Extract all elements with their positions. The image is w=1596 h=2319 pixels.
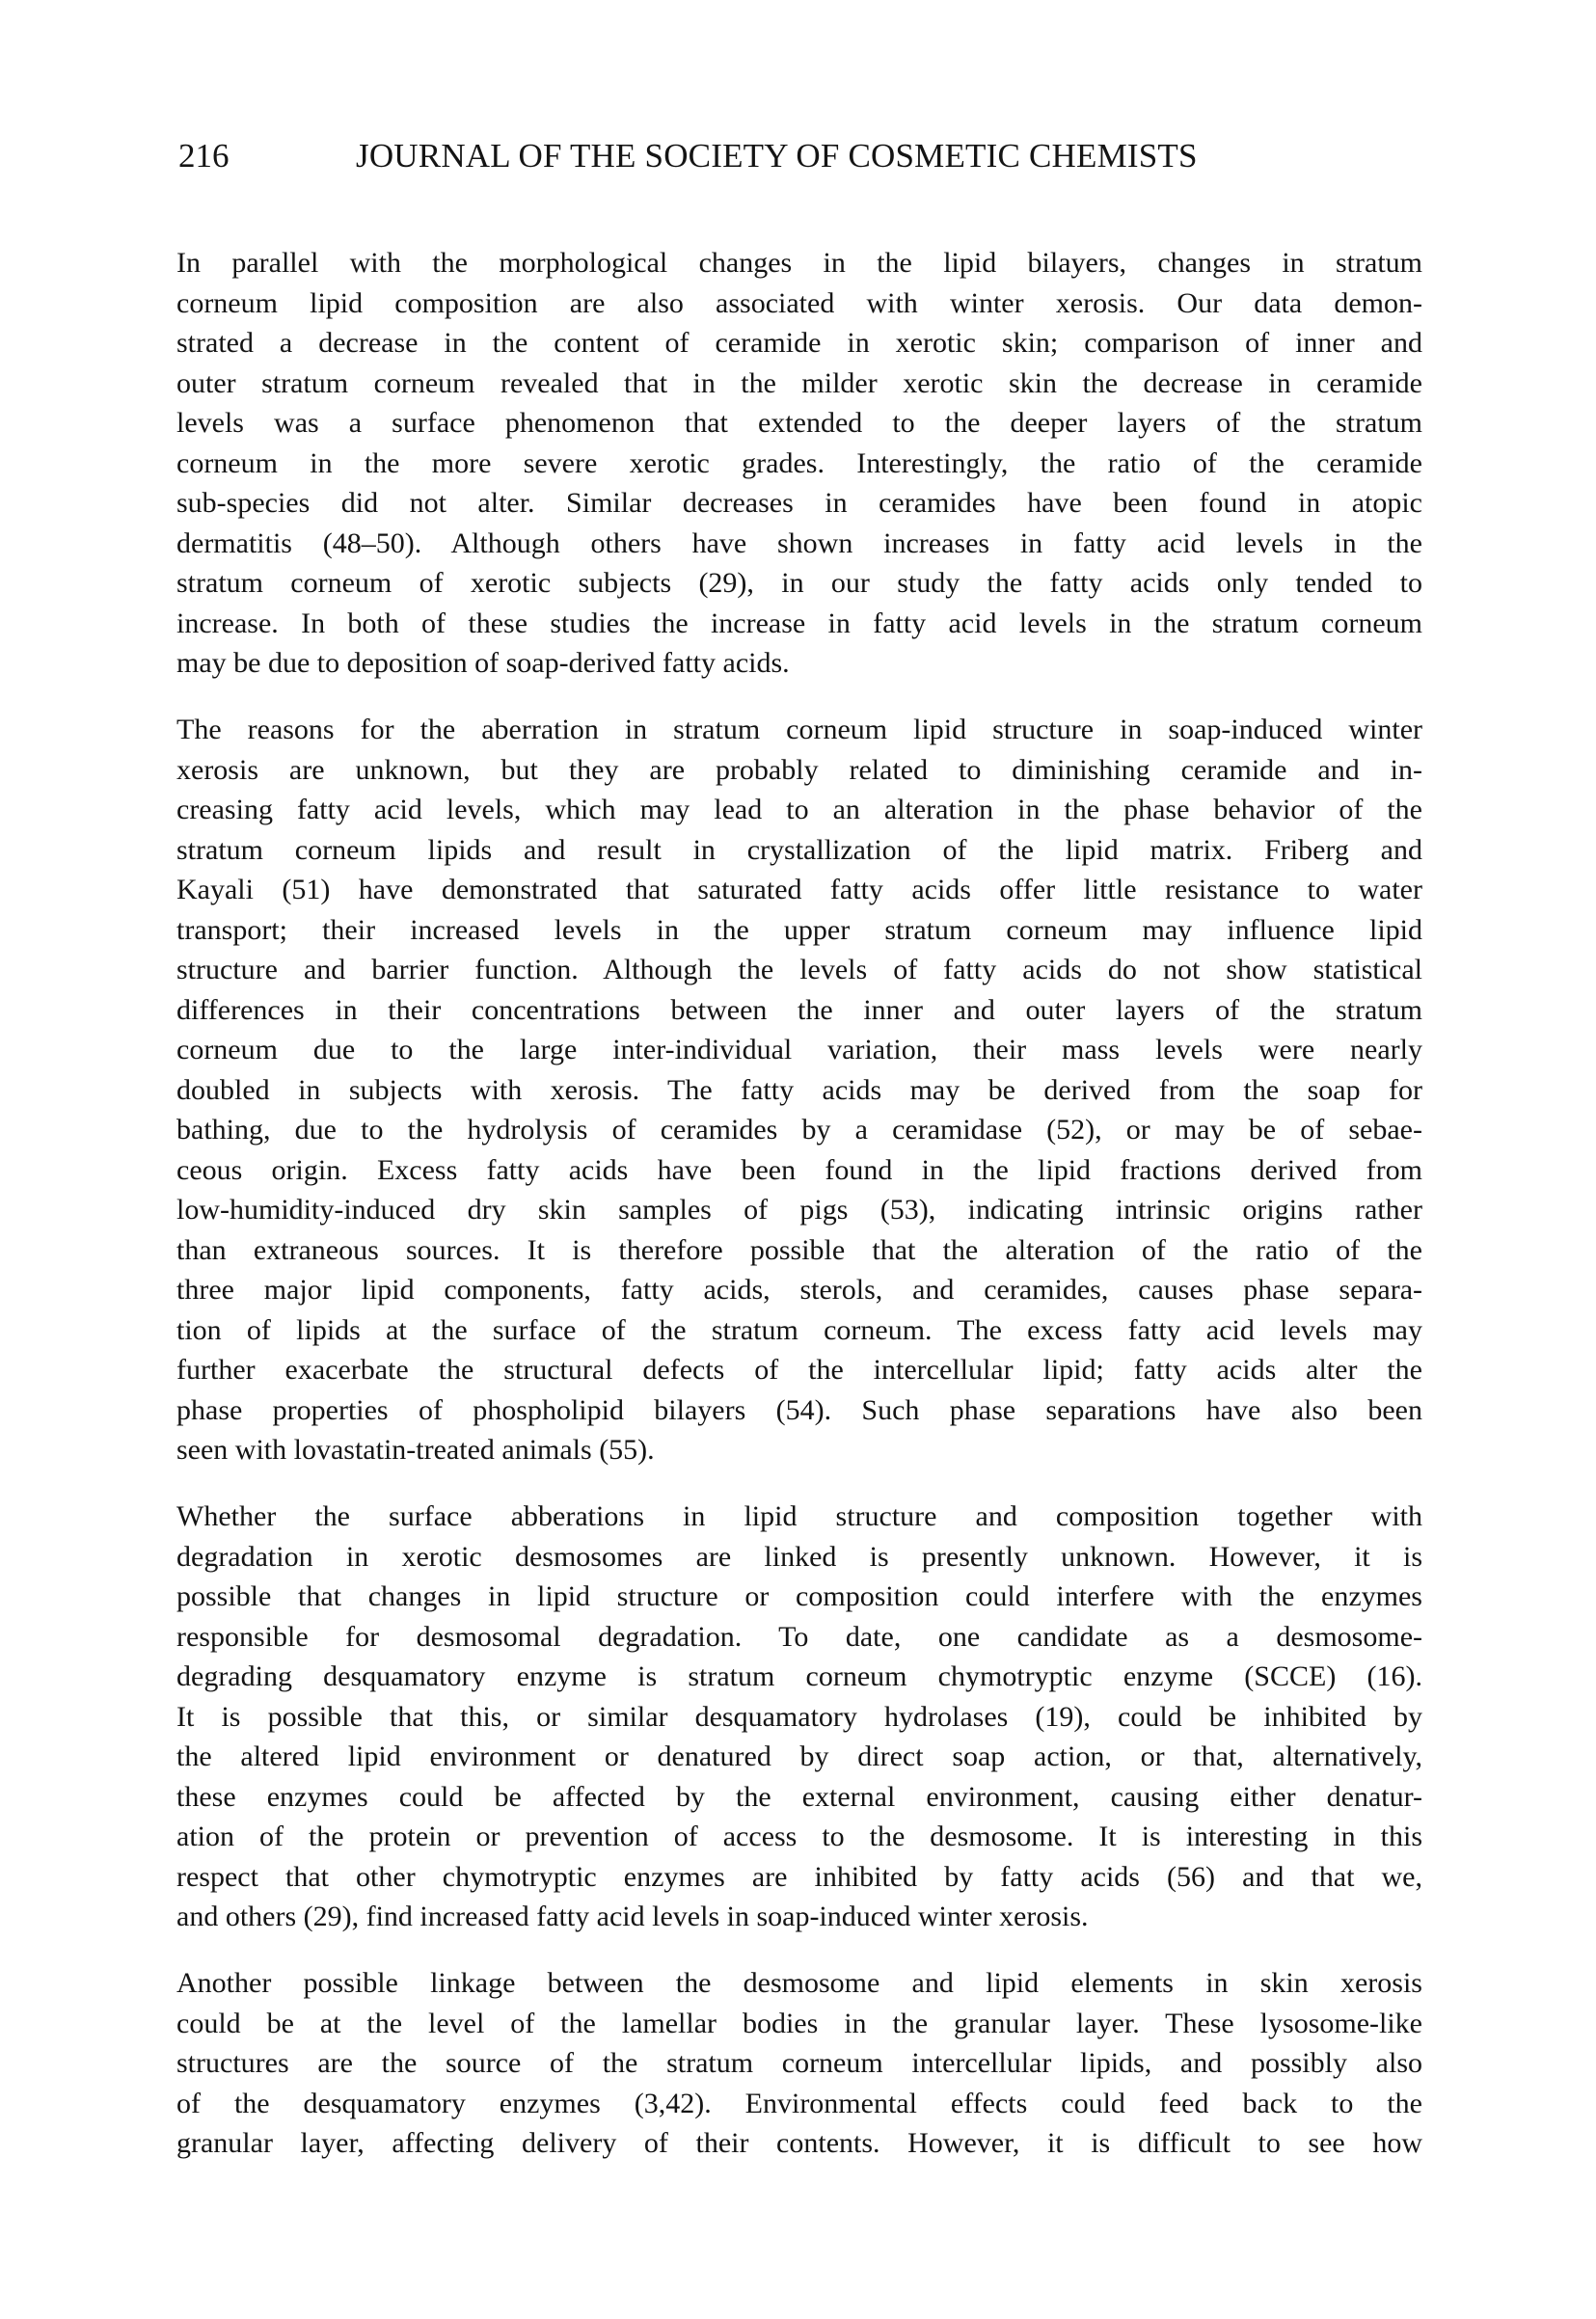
text-line: Kayali (51) have demonstrated that saturated fatty acids offer little resistance to water bbox=[176, 874, 1422, 905]
paragraph-lipid-composition bbox=[176, 243, 1422, 684]
text-line: Another possible linkage between the desmosome and lipid elements in skin xerosis bbox=[176, 1967, 1422, 1999]
paragraph-aberration-reasons bbox=[176, 710, 1422, 1470]
text-line: responsible for desmosomal degradation. To date, one candidate as a desmosome- bbox=[176, 1620, 1422, 1653]
paragraph-lamellar-bodies bbox=[176, 1963, 1422, 2164]
text-line: and others (29), find increased fatty acid levels in soap-induced winter xerosis. bbox=[176, 1901, 1089, 1932]
text-line: creasing fatty acid levels, which may lead to an alteration in the phase behavior of the bbox=[176, 794, 1422, 825]
text-line: corneum in the more severe xerotic grades. Interestingly, the ratio of the ceramide bbox=[176, 446, 1422, 479]
text-line: structures are the source of the stratum corneum intercellular lipids, and possibly also bbox=[176, 2047, 1422, 2079]
text-line: respect that other chymotryptic enzymes are inhibited by fatty acids (56) and that we, bbox=[176, 1860, 1422, 1893]
text-line: xerosis are unknown, but they are probably related to diminishing ceramide and in- bbox=[176, 753, 1422, 786]
text-line: degrading desquamatory enzyme is stratum corneum chymotryptic enzyme (SCCE) (16). bbox=[176, 1660, 1422, 1692]
text-line: could be at the level of the lamellar bodies in the granular layer. These lysosome-like bbox=[176, 2007, 1422, 2039]
text-line: phase properties of phospholipid bilayers (54). Such phase separations have also been bbox=[176, 1393, 1422, 1426]
text-line: further exacerbate the structural defects of the intercellular lipid; fatty acids alter the bbox=[176, 1354, 1422, 1386]
journal-title: JOURNAL OF THE SOCIETY OF COSMETIC CHEMISTS bbox=[356, 137, 1198, 175]
text-line: may be due to deposition of soap-derived fatty acids. bbox=[176, 647, 790, 679]
text-line: degradation in xerotic desmosomes are linked is presently unknown. However, it is bbox=[176, 1540, 1422, 1573]
text-line: possible that changes in lipid structure or composition could interfere with the enzymes bbox=[176, 1580, 1422, 1612]
paragraph-desmosome-linkage bbox=[176, 1497, 1422, 1937]
text-line: three major lipid components, fatty acids, sterols, and ceramides, causes phase separa- bbox=[176, 1274, 1422, 1306]
text-line: Whether the surface abberations in lipid structure and composition together with bbox=[176, 1500, 1422, 1532]
text-line: It is possible that this, or similar desquamatory hydrolases (19), could be inhibited by bbox=[176, 1700, 1422, 1733]
text-line: The reasons for the aberration in stratum corneum lipid structure in soap-induced winter bbox=[176, 714, 1422, 745]
text-line: sub-species did not alter. Similar decreases in ceramides have been found in atopic bbox=[176, 487, 1422, 519]
text-line: outer stratum corneum revealed that in the milder xerotic skin the decrease in ceramide bbox=[176, 366, 1422, 399]
text-line: dermatitis (48–50). Although others have shown increases in fatty acid levels in the bbox=[176, 526, 1422, 559]
text-line: bathing, due to the hydrolysis of ceramides by a ceramidase (52), or may be of sebae- bbox=[176, 1114, 1422, 1146]
text-line: differences in their concentrations between the inner and outer layers of the stratum bbox=[176, 993, 1422, 1026]
text-line: than extraneous sources. It is therefore possible that the alteration of the ratio of the bbox=[176, 1233, 1422, 1266]
text-line: corneum due to the large inter-individual variation, their mass levels were nearly bbox=[176, 1034, 1422, 1065]
text-line: seen with lovastatin-treated animals (55). bbox=[176, 1434, 655, 1466]
text-line: In parallel with the morphological changes in the lipid bilayers, changes in stratum bbox=[176, 247, 1422, 279]
text-line: stratum corneum of xerotic subjects (29), in our study the fatty acids only tended to bbox=[176, 567, 1422, 599]
text-line: ation of the protein or prevention of access to the desmosome. It is interesting in this bbox=[176, 1820, 1422, 1852]
text-line: of the desquamatory enzymes (3,42). Environmental effects could feed back to the bbox=[176, 2087, 1422, 2119]
text-line: strated a decrease in the content of ceramide in xerotic skin; comparison of inner and bbox=[176, 327, 1422, 359]
text-line: these enzymes could be affected by the external environment, causing either denatur- bbox=[176, 1780, 1422, 1813]
text-line: increase. In both of these studies the increase in fatty acid levels in the stratum corneum bbox=[176, 607, 1422, 639]
text-line: transport; their increased levels in the upper stratum corneum may influence lipid bbox=[176, 913, 1422, 946]
text-line: corneum lipid composition are also associated with winter xerosis. Our data demon- bbox=[176, 286, 1422, 319]
text-line: low-humidity-induced dry skin samples of pigs (53), indicating intrinsic origins rather bbox=[176, 1194, 1422, 1226]
text-line: stratum corneum lipids and result in crystallization of the lipid matrix. Friberg and bbox=[176, 833, 1422, 866]
text-line: the altered lipid environment or denatured by direct soap action, or that, alternatively, bbox=[176, 1740, 1422, 1772]
text-line: tion of lipids at the surface of the stratum corneum. The excess fatty acid levels may bbox=[176, 1313, 1422, 1346]
page-number: 216 bbox=[178, 137, 230, 175]
text-line: granular layer, affecting delivery of their contents. However, it is difficult to see how bbox=[176, 2127, 1422, 2159]
text-line: levels was a surface phenomenon that extended to the deeper layers of the stratum bbox=[176, 407, 1422, 439]
text-line: structure and barrier function. Although the levels of fatty acids do not show statistical bbox=[176, 954, 1422, 985]
text-line: doubled in subjects with xerosis. The fatty acids may be derived from the soap for bbox=[176, 1073, 1422, 1106]
text-line: ceous origin. Excess fatty acids have been found in the lipid fractions derived from bbox=[176, 1153, 1422, 1186]
